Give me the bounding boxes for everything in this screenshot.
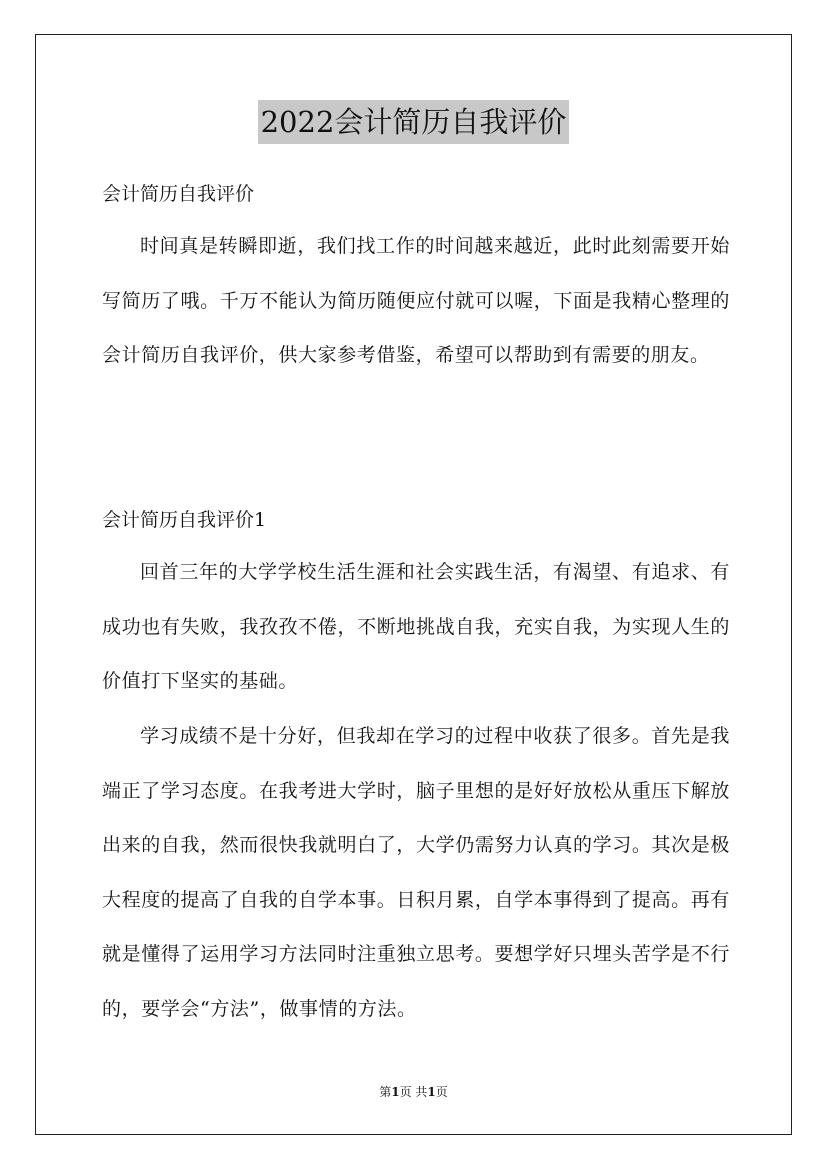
title-container — [0, 100, 827, 144]
footer-suffix: 页 — [435, 1085, 448, 1099]
footer-prefix: 第 — [379, 1085, 392, 1099]
footer-mid: 页 共 — [399, 1085, 428, 1099]
page-footer — [0, 1083, 827, 1101]
footer-current-page: 1 — [391, 1085, 400, 1099]
footer-total-pages: 1 — [427, 1085, 436, 1099]
document-title: 2022会计简历自我评价 — [258, 100, 570, 144]
section-heading: 会计简历自我评价1 — [102, 509, 267, 531]
intro-paragraph: 时间真是转瞬即逝，我们找工作的时间越来越近，此时此刻需要开始写简历了哦。千万不能认为简历随便应付就可以喔，下面是我精心整理的会计简历自我评价，供大家参考借鉴，希望可以帮助到有需要的朋友。 — [102, 235, 730, 366]
section-paragraph-2: 学习成绩不是十分好，但我却在学习的过程中收获了很多。首先是我端正了学习态度。在我考进大学时，脑子里想的是好好放松从重压下解放出来的自我，然而很快我就明白了，大学仍需努力认真的学习。其次是极大程度的提高了自我的自学本事。日积月累，自学本事得到了提高。再有就是懂得了运用学习方法同时注重独立思考。要想学好只埋头苦学是不行的，要学会“方法”，做事情的方法。 — [102, 725, 730, 1020]
subtitle: 会计简历自我评价 — [102, 183, 255, 205]
section-paragraph-1: 回首三年的大学学校生活生涯和社会实践生活，有渴望、有追求、有成功也有失败，我孜孜不倦，不断地挑战自我，充实自我，为实现人生的价值打下坚实的基础。 — [102, 561, 730, 692]
